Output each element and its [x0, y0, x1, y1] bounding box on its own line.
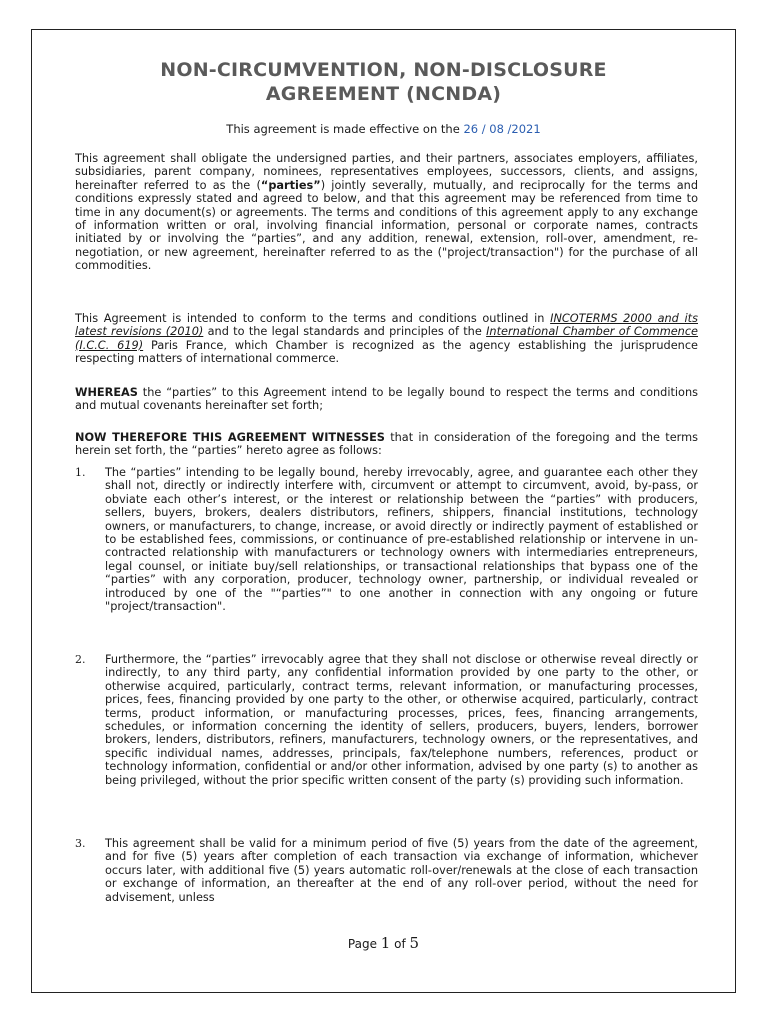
effective-date-line — [32, 122, 735, 136]
paragraph-now-therefore — [75, 431, 698, 458]
page-footer — [32, 935, 735, 952]
clause-text: This agreement shall be valid for a minimum period of five (5) years from the date of the agreement, and for five (5) years after completion of each transaction via exchange of information, whichever occurs later, with additional five (5) years automatic roll-over/renewals at the close of each transaction or exchange of information, an thereafter at the end of any roll-over period, without the need for advisement, unless — [105, 837, 698, 904]
clause-number: 1. — [75, 466, 86, 479]
icc-reference: International Chamber of Commence (I.C.C. 619) — [75, 325, 699, 352]
clause-number: 2. — [75, 653, 86, 666]
clause-text: The “parties” intending to be legally bound, hereby irrevocably, agree, and guarantee each other they shall not, directly or indirectly interfere with, circumvent or attempt to circumvent, avoid, by-pass, or obviate each other’s interest, or the interest or relationship between the “parties” with producers, sellers, buyers, brokers, dealers distributors, refiners, shippers, financial institutions, technology owners, or manufacturers, to change, increase, or avoid directly or indirectly payment of established or to be established fees, commissions, or continuance of pre-established relationship or intervene in un-contracted relationship with manufacturers or technology owners with intermediaries entrepreneurs, legal counsel, or initiate buy/sell relationships, or transactional relationships that bypass one of the “parties” with any corporation, producer, technology owner, partnership, or individual revealed or introduced by one of the "“parties”" to one another in connection with any ongoing or future "project/transaction". — [105, 466, 698, 614]
para1-a: This agreement shall obligate the undersigned parties, and their partners, associates employers, affiliates, subsidiaries, parent company, nominees, representatives employees, successors, clients, and assigns, hereinafter referred to as the ( — [75, 152, 698, 192]
para2-a: This Agreement is intended to conform to the terms and conditions outlined in — [75, 312, 551, 325]
total-page-count: 5 — [409, 934, 420, 952]
clause-number: 3. — [75, 837, 86, 850]
para1-c: ) jointly severally, mutually, and reciprocally for the terms and conditions expressly stated and agreed to below, and that this agreement may be referenced from time to time in any document(s) or agreements. The terms and conditions of this agreement apply to any exchange of information written or oral, involving financial information, personal or corporate names, contracts initiated by or involving the “parties”, and any addition, renewal, extension, roll-over, amendment, re-negotiation, or new agreement, hereinafter referred to as the ("project/transaction") for the purchase of all commodities. — [75, 178, 698, 273]
title-line-1: NON-CIRCUMVENTION, NON-DISCLOSURE — [160, 59, 607, 81]
title-line-2: AGREEMENT (NCNDA) — [265, 83, 502, 105]
para2-c: and to the legal standards and principles of the — [203, 325, 487, 339]
page-word: Page — [347, 937, 381, 951]
effective-prefix: This agreement is made effective on the — [226, 122, 464, 136]
now-therefore-text: that in consideration of the foregoing and the terms herein set forth, the “parties” hereto agree as follows: — [75, 431, 698, 458]
effective-date: 26 / 08 /2021 — [463, 122, 541, 136]
paragraph-incoterms — [75, 312, 698, 366]
document-title — [32, 58, 735, 106]
now-therefore-heading: NOW THEREFORE THIS AGREEMENT WITNESSES — [75, 431, 385, 444]
paragraph-whereas — [75, 386, 698, 413]
document-page — [31, 29, 736, 993]
of-word: of — [390, 937, 410, 951]
whereas-text: the “parties” to this Agreement intend to be legally bound to respect the terms and conditions and mutual covenants hereinafter set forth; — [75, 386, 698, 413]
para2-e: Paris France, which Chamber is recognized as the agency establishing the jurisprudence respecting matters of international commerce. — [75, 338, 698, 366]
incoterms-reference: INCOTERMS 2000 and its latest revisions (2010) — [75, 312, 698, 339]
current-page-number: 1 — [380, 934, 391, 952]
parties-term: “parties” — [260, 178, 321, 192]
whereas-heading: WHEREAS — [75, 386, 138, 399]
clause-text: Furthermore, the “parties” irrevocably agree that they shall not disclose or otherwise reveal directly or indirectly, to any third party, any confidential information provided by one party to the other, or otherwise acquired, particularly, contract terms, relevant information, or manufacturing processes, prices, fees, financing provided by one party to the other, or otherwise acquired, particularly, contract terms, product information, or manufacturing processes, prices, fees, financing arrangements, schedules, or information concerning the identity of sellers, producers, buyers, lenders, borrower brokers, lenders, distributors, refiners, manufacturers, technology owners, or the representatives, and specific individual names, addresses, principals, fax/telephone numbers, references, product or technology information, confidential or and/or other information, advised by one party (s) to another as being privileged, without the prior specific written consent of the party (s) providing such information. — [105, 653, 698, 787]
paragraph-parties — [75, 152, 698, 273]
